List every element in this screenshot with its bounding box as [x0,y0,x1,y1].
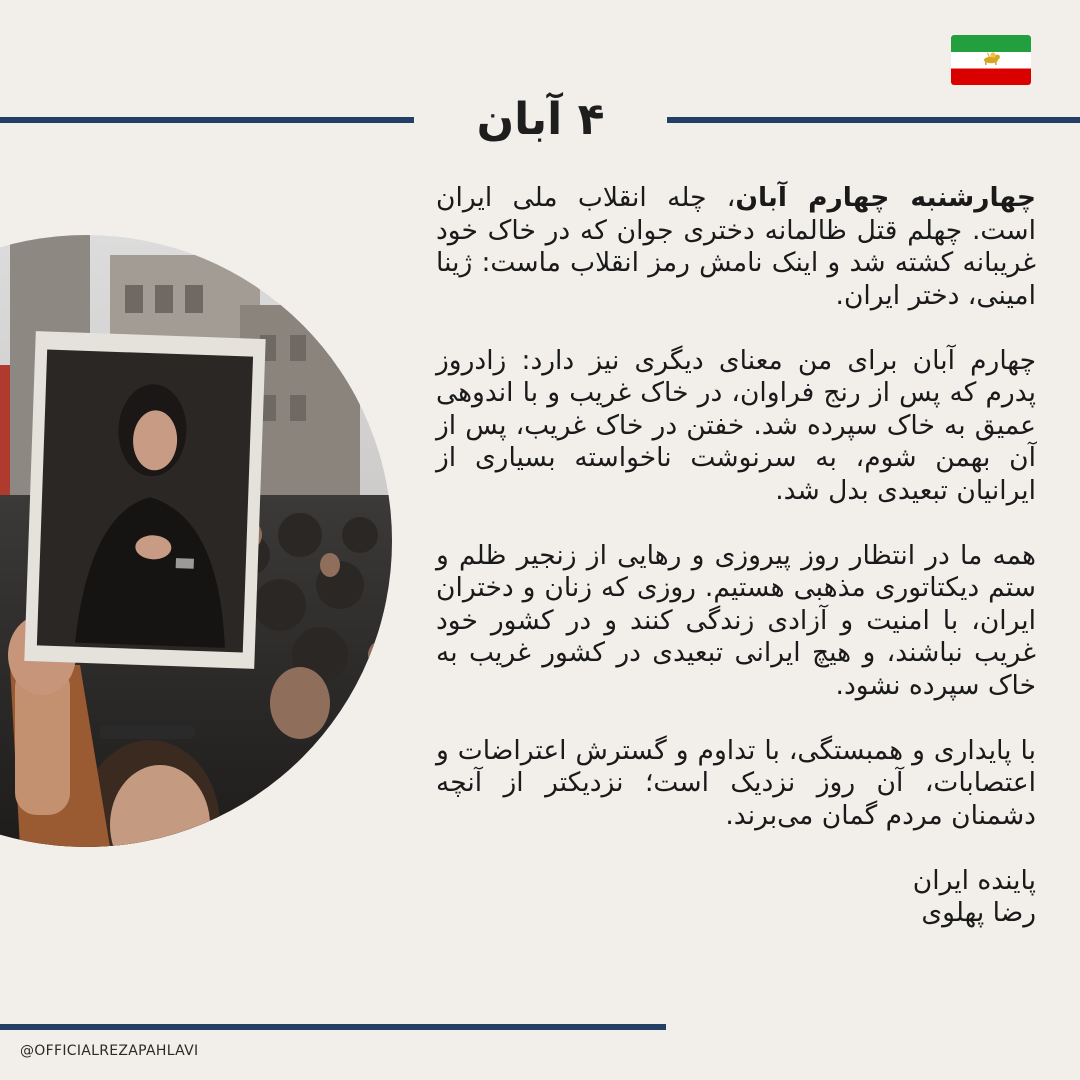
header-rule-left [0,117,414,123]
iran-flag-icon [951,35,1031,85]
footer-rule [0,1024,666,1030]
paragraph-2: چهارم آبان برای من معنای دیگری نیز دارد: زادروز پدرم که پس از رنج فراوان، در خاک غریب و با اندوهی عمیق به خاک سپرده شد. خفتن در خاک غریب، پس از آن بهمن شوم، به سرنوشت ناخواسته بسیاری از ایرانیان تبعیدی بدل شد. [436,344,1036,506]
protest-photo-illustration [0,235,392,847]
paragraph-1 [436,182,1036,312]
header-rule-right [667,117,1080,123]
closing-line: پاینده ایران [912,864,1036,896]
signature: رضا پهلوی [921,897,1036,928]
paragraph-3: همه ما در انتظار روز پیروزی و رهایی از زنجیر ظلم و ستم دیکتاتوری مذهبی هستیم. روزی که زنان و دختران ایران، با امنیت و آزادی زندگی کنند و در کشور خود غریب نباشند، و هیچ ایرانی تبعیدی در کشور غریب به خاک سپرده نشود. [436,539,1036,701]
social-handle: @OFFICIALREZAPAHLAVI [20,1043,199,1059]
statement-text [436,182,1036,930]
paragraph-1-rest: ، چله انقلاب ملی ایران است. چهلم قتل ظالمانه دختری جوان که در خاک خود غریبانه کشته شد و اینک نامش رمز انقلاب ماست: ژینا امینی، دختر ایران. [436,182,1036,311]
protest-photo [0,235,392,847]
page-title: ۴ آبان [476,94,605,145]
paragraph-4: با پایداری و همبستگی، با تداوم و گسترش اعتراضات و اعتصابات، آن روز نزدیک است؛ نزدیکتر از آنچه دشمنان مردم گمان می‌برند. [436,734,1036,831]
paragraph-1-bold: چهارشنبه چهارم آبان [735,182,1037,213]
